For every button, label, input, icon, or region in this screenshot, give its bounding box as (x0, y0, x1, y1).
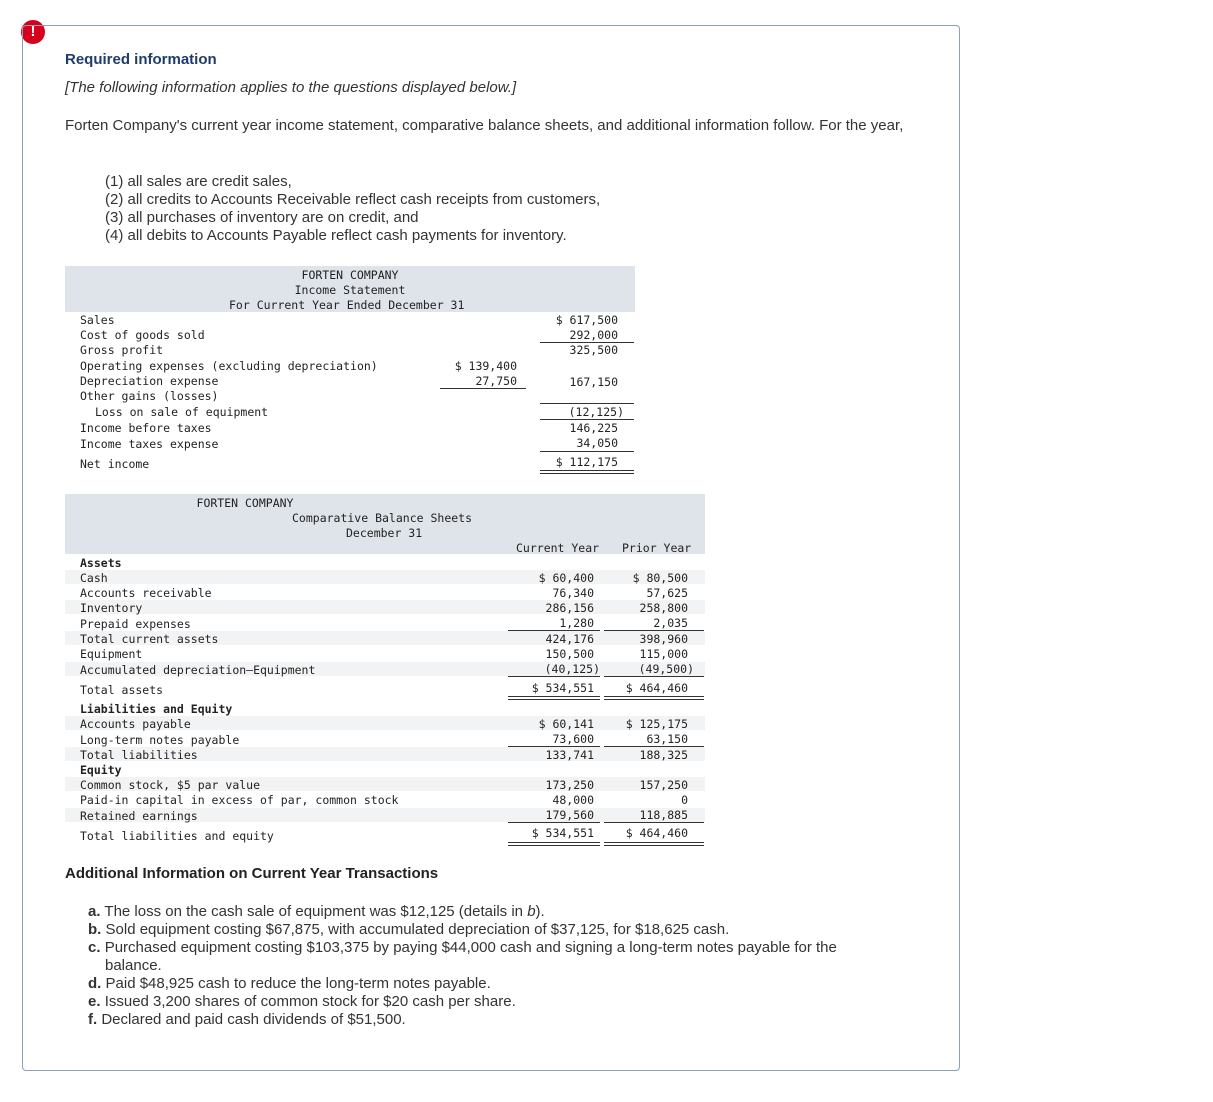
is-row-label: Other gains (losses) (80, 389, 219, 403)
is-row-value: 146,225 (569, 421, 618, 435)
bs-equity-heading: Equity (80, 763, 122, 777)
is-row-value: $ 617,500 (555, 313, 618, 327)
bs-liab-heading: Liabilities and Equity (80, 702, 233, 716)
additional-item: b. Sold equipment costing $67,875, with accumulated depreciation of $37,125, for $18,625 cash. (88, 921, 730, 938)
bs-cur-value: $ 60,141 (538, 717, 594, 731)
is-row-label: Cost of goods sold (80, 328, 205, 342)
is-row-value: $ 112,175 (555, 455, 618, 469)
is-row-label: Loss on sale of equipment (95, 405, 269, 419)
bs-prior-value: 115,000 (639, 647, 688, 661)
bs-row-label: Accumulated depreciation—Equipment (80, 663, 316, 677)
bs-cur-value: 424,176 (545, 632, 594, 646)
bs-company: FORTEN COMPANY (196, 496, 294, 510)
is-row-value: 325,500 (569, 343, 618, 357)
additional-info-title: Additional Information on Current Year Transactions (65, 865, 439, 882)
is-row-label: Operating expenses (excluding depreciation) (80, 359, 378, 373)
is-period: For Current Year Ended December 31 (229, 298, 465, 312)
bs-cur-value: 76,340 (552, 586, 594, 600)
bs-row-label: Paid-in capital in excess of par, common stock (80, 793, 399, 807)
bs-cur-value: (40,125) (544, 662, 600, 676)
bs-row-label: Long-term notes payable (80, 733, 240, 747)
is-row-value: $ 139,400 (454, 359, 517, 373)
bs-cur-value: 150,500 (545, 647, 594, 661)
bs-prior-value: $ 125,175 (625, 717, 688, 731)
bs-assets-heading: Assets (80, 556, 122, 570)
additional-item: e. Issued 3,200 shares of common stock for $20 cash per share. (88, 993, 516, 1010)
condition-item: (2) all credits to Accounts Receivable reflect cash receipts from customers, (105, 191, 601, 208)
is-row-value: 27,750 (475, 374, 517, 388)
bs-prior-value: 2,035 (653, 616, 688, 630)
is-row-label: Net income (80, 457, 150, 471)
is-row-label: Income before taxes (80, 421, 212, 435)
bs-cur-value: 133,741 (545, 748, 594, 762)
bs-row-label: Total assets (80, 683, 164, 697)
bs-row-label: Common stock, $5 par value (80, 778, 261, 792)
additional-item: a. The loss on the cash sale of equipment was $12,125 (details in b). (88, 903, 545, 920)
required-info-subtitle: [The following information applies to the questions displayed below.] (65, 79, 517, 96)
bs-prior-value: 0 (681, 793, 688, 807)
bs-col-prior: Prior Year (622, 541, 692, 555)
condition-item: (4) all debits to Accounts Payable reflect cash payments for inventory. (105, 227, 567, 244)
is-company: FORTEN COMPANY (301, 268, 399, 282)
is-row-label: Gross profit (80, 343, 164, 357)
bs-prior-value: $ 80,500 (632, 571, 688, 585)
bs-cur-value: 1,280 (559, 616, 594, 630)
is-row-label: Depreciation expense (80, 374, 219, 388)
bs-cur-value: $ 534,551 (531, 826, 594, 840)
bs-row-label: Total liabilities (80, 748, 198, 762)
bs-cur-value: $ 60,400 (538, 571, 594, 585)
bs-cur-value: 179,560 (545, 808, 594, 822)
additional-item: f. Declared and paid cash dividends of $51,500. (88, 1011, 406, 1028)
required-info-title: Required information (65, 51, 217, 68)
bs-row-label: Accounts receivable (80, 586, 212, 600)
bs-prior-value: 258,800 (639, 601, 688, 615)
is-row-label: Sales (80, 313, 115, 327)
is-title: Income Statement (294, 283, 406, 297)
bs-row-label: Prepaid expenses (80, 617, 191, 631)
intro-paragraph: Forten Company's current year income statement, comparative balance sheets, and additional information follow. For the year, (65, 117, 904, 134)
bs-cur-value: $ 534,551 (531, 681, 594, 695)
is-row-value: 167,150 (569, 375, 618, 389)
is-row-value: 34,050 (576, 436, 618, 450)
bs-row-label: Accounts payable (80, 717, 191, 731)
bs-row-label: Total current assets (80, 632, 219, 646)
bs-col-current: Current Year (516, 541, 600, 555)
condition-item: (1) all sales are credit sales, (105, 173, 292, 190)
bs-prior-value: 118,885 (639, 808, 688, 822)
additional-item: c. Purchased equipment costing $103,375 by paying $44,000 cash and signing a long-term notes payable for the balance. (88, 939, 837, 974)
bs-row-label: Total liabilities and equity (80, 829, 274, 843)
bs-prior-value: 188,325 (639, 748, 688, 762)
bs-cur-value: 73,600 (552, 732, 594, 746)
bs-prior-value: 63,150 (646, 732, 688, 746)
bs-prior-value: (49,500) (638, 662, 694, 676)
bs-prior-value: 398,960 (639, 632, 688, 646)
bs-prior-value: 157,250 (639, 778, 688, 792)
is-row-value: (12,125) (568, 405, 624, 419)
additional-item: d. Paid $48,925 cash to reduce the long-term notes payable. (88, 975, 491, 992)
is-row-label: Income taxes expense (80, 437, 219, 451)
bs-row-label: Inventory (80, 601, 143, 615)
bs-cur-value: 48,000 (552, 793, 594, 807)
is-row-value: 292,000 (569, 328, 618, 342)
bs-row-label: Equipment (80, 647, 143, 661)
bs-prior-value: 57,625 (646, 586, 688, 600)
bs-title: Comparative Balance Sheets (292, 511, 473, 525)
bs-prior-value: $ 464,460 (625, 681, 688, 695)
bs-prior-value: $ 464,460 (625, 826, 688, 840)
bs-row-label: Retained earnings (80, 809, 198, 823)
bs-row-label: Cash (80, 571, 108, 585)
bs-cur-value: 173,250 (545, 778, 594, 792)
alert-icon: ! (21, 20, 45, 44)
bs-cur-value: 286,156 (545, 601, 594, 615)
bs-date: December 31 (346, 526, 423, 540)
condition-item: (3) all purchases of inventory are on credit, and (105, 209, 419, 226)
